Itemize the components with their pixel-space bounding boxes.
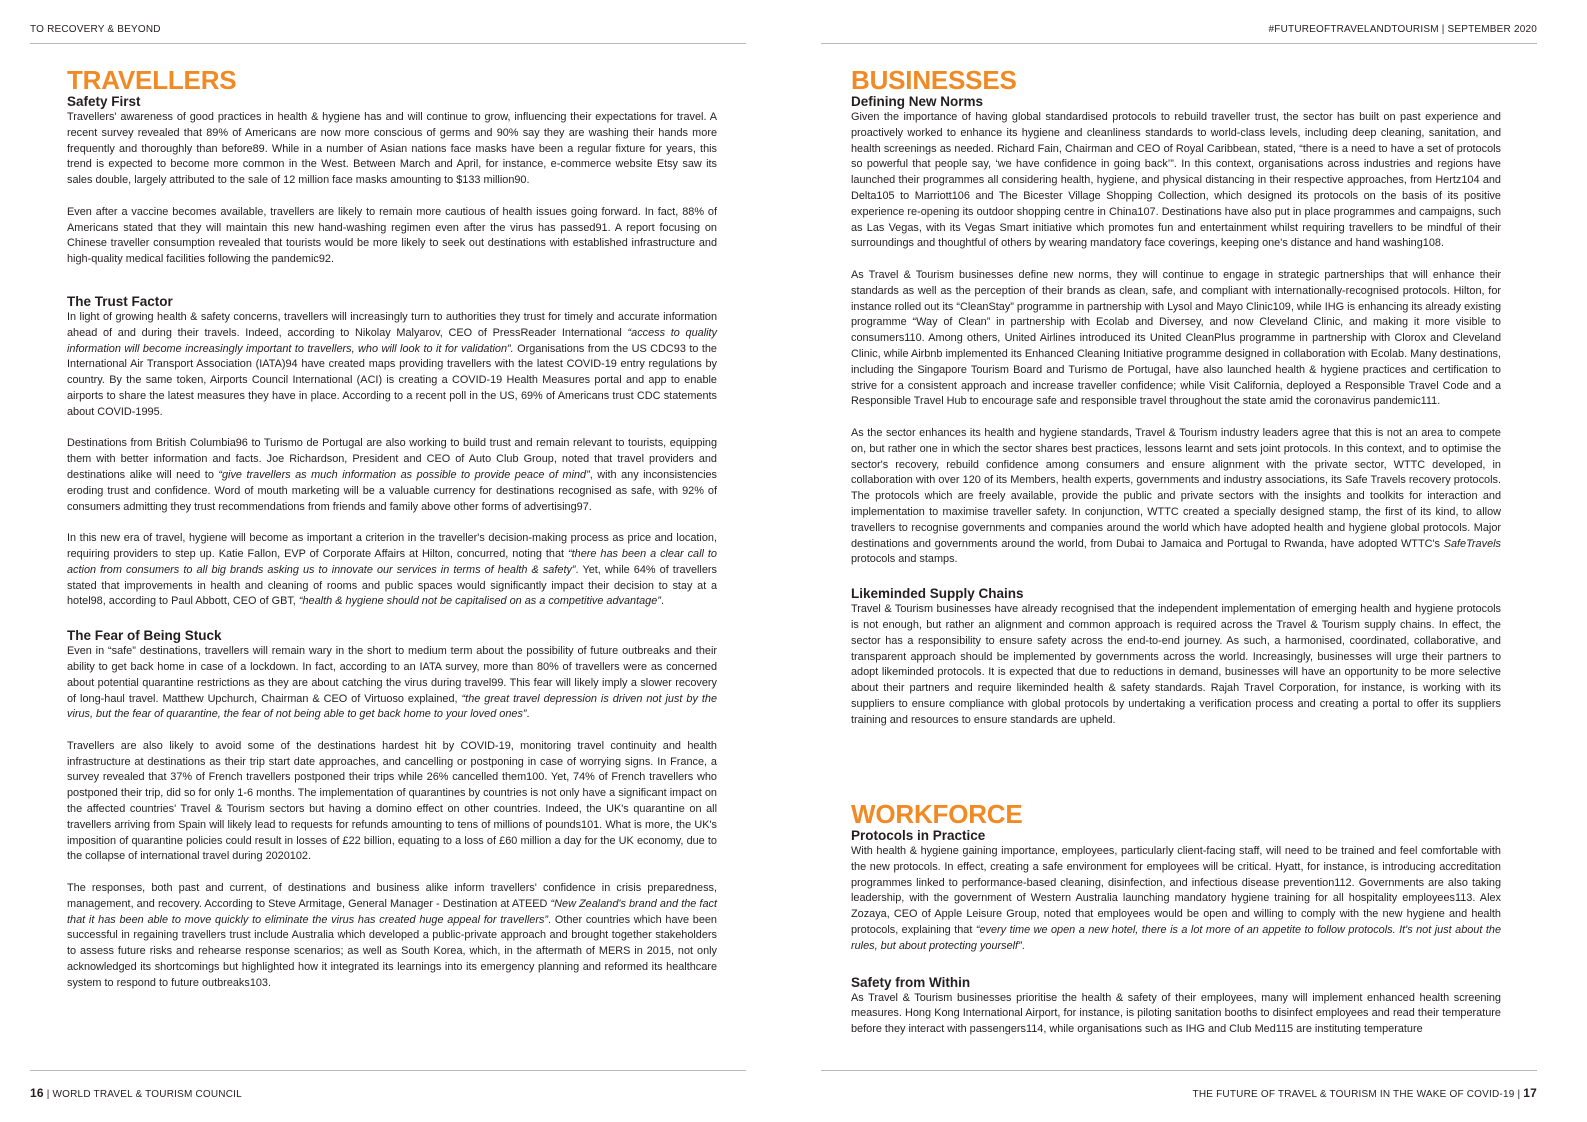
workforce-section [851,800,1501,1038]
travellers-section [67,66,717,992]
left-page [0,0,793,1122]
footer-rule-right [821,1070,1537,1071]
fear-p1: Even in “safe” destinations, travellers will remain wary in the short to medium term about the possibility of future outbreaks and their ability to get back home in case of a lockdown. In fact, according to an IATA survey, more than 80% of travellers were as concerned about potential quarantine restrictions as they are about catching the virus during travel99. This fear will likely imply a slower recovery of long-haul travel. Matthew Upchurch, Chairman & CEO of Virtuoso explained, “the great travel depression is driven not just by the virus, but the fear of quarantine, the fear of not being able to get back home to your loved ones”. [67,645,717,721]
businesses-title: BUSINESSES [851,65,1017,95]
fear-p3: The responses, both past and current, of destinations and business alike inform travellers' confidence in crisis preparedness, management, and recovery. According to Steve Armitage, General Manager - Destination at ATEED “New Zealand's brand and the fact that it has been able to move quickly to eliminate the virus has created huge appeal for travellers”. Other countries which have been successful in regaining travellers trust include Australia which developed a public-private approach and brought together stakeholders to assess future risks and rehearse response scenarios; as well as South Korea, which, in the aftermath of MERS in 2015, not only acknowledged its shortcomings but highlighted how it integrated its learnings into its emergency planning and reformed its healthcare system to respond to future outbreaks103. [67,882,717,989]
workforce-title: WORKFORCE [851,799,1023,829]
norms-p2: As Travel & Tourism businesses define new norms, they will continue to engage in strategic partnerships that will enhance their standards as well as the perception of their brands as clean, safe, and compliant with internationally-recognised protocols. Hilton, for instance rolled out its “CleanStay” programme in partnership with Lysol and Mayo Clinic109, while IHG is enhancing its already existing programme “Way of Clean” in partnership with Ecolab and Diversey, and now Cleveland Clinic, and making it more visible to consumers110. Among others, United Airlines introduced its United CleanPlus programme in partnership with Clorox and Cleveland Clinic, while Airbnb implemented its Enhanced Cleaning Initiative programme designed in collaboration with Ecolab. Many destinations, including the Singapore Tourism Board and Turismo de Portugal, have also launched health & hygiene practices and certification to strive for a consistent approach and increase traveller confidence; while Visit California, deployed a Responsible Travel Code and a Responsible Travel Hub to encourage safe and responsible travel throughout the state amid the coronavirus pandemic111. [851,268,1501,408]
protocols-p1: With health & hygiene gaining importance, employees, particularly client-facing staff, will need to be trained and feel comfortable with the new protocols. In effect, creating a safe environment for employees will be critical. Hyatt, for instance, is introducing accreditation programmes linked to performance-based cleaning, disinfection, and infectious disease prevention112. Governments are also taking leadership, with the government of Western Australia launching mandatory hygiene training for all hospitality employees113. Alex Zozaya, CEO of Apple Leisure Group, noted that employees would be open and willing to comply with the new hygiene and health protocols, explaining that “every time we open a new hotel, there is a lot more of an appetite to follow protocols. It's not just about the rules, but about protecting yourself”. [851,845,1501,952]
safety-first-p1: Travellers' awareness of good practices in health & hygiene has and will continue to grow, influencing their expectations for travel. A recent survey revealed that 89% of Americans are now more conscious of germs and 90% say they are washing their hands more frequently and thoroughly than before89. While in a number of Asian nations face masks have been a regular fixture for years, this trend is expected to become more common in the West. Between March and April, for instance, e-commerce website Etsy saw its sales double, largely attributed to the sale of 12 million face masks amounting to $133 million90. [67,111,717,187]
trust-factor-p2: Destinations from British Columbia96 to Turismo de Portugal are also working to build trust and remain relevant to tourists, equipping them with better information and facts. Joe Richardson, President and CEO of Auto Club Group, noted that travel providers and destinations alike will need to “give travellers as much information as possible to provide peace of mind”, with any inconsistencies eroding trust and confidence. Word of mouth marketing will be a valuable currency for destinations recognised as safe, with 92% of consumers admitting they trust recommendations from friends and family above other forms of advertising97. [67,437,717,513]
footer-right-text: THE FUTURE OF TRAVEL & TOURISM IN THE WAKE OF COVID-19 [1192,1089,1515,1100]
header-left: TO RECOVERY & BEYOND [30,24,161,35]
header-rule-right [821,43,1537,44]
trust-factor-heading: The Trust Factor [67,293,173,309]
page-number-left: 16 [30,1086,44,1100]
trust-factor-p1: In light of growing health & safety concerns, travellers will increasingly turn to authorities they trust for timely and accurate information ahead of and during their travels. Indeed, according to Nikolay Malyarov, CEO of PressReader International “access to quality information will become increasingly important to travellers, who will look to it for validation”. Organisations from the US CDC93 to the International Air Transport Association (IATA)94 have created maps providing travellers with the latest COVID-19 entry regulations by country. By the same token, Airports Council International (ACI) is creating a COVID-19 Health Measures portal and app to enable airports to share the latest measures they have in place. According to a recent poll in the US, 69% of Americans trust CDC statements about COVID-1995. [67,310,717,418]
right-page [793,0,1587,1122]
footer-rule-left [30,1070,746,1071]
protocols-heading: Protocols in Practice [851,828,986,843]
trust-factor-p3: In this new era of travel, hygiene will become as important a criterion in the traveller's decision-making process as price and location, requiring providers to step up. Katie Fallon, EVP of Corporate Affairs at Hilton, concurred, noting that “there has been a clear call to action from consumers to all big brands asking us to innovate our services in terms of health & safety”. Yet, while 64% of travellers stated that improvements in health and cleaning of rooms and public spaces would significantly impact their decision to stay at a hotel98, according to Paul Abbott, CEO of GBT, “health & hygiene should not be capitalised on as a competitive advantage”. [67,532,717,608]
within-p1: As Travel & Tourism businesses prioritise the health & safety of their employees, many will implement enhanced health screening measures. Hong Kong International Airport, for instance, is piloting sanitation booths to disinfect employees and read their temperature before they interact with passengers114, while organisations such as IHG and Club Med115 are instituting temperature [851,991,1501,1036]
fear-heading: The Fear of Being Stuck [67,628,222,644]
travellers-title: TRAVELLERS [67,65,237,95]
norms-heading: Defining New Norms [851,94,984,109]
fear-p2: Travellers are also likely to avoid some of the destinations hardest hit by COVID-19, monitoring travel continuity and health infrastructure at destinations as their trip start date approaches, and cancelling or postponing in case of worrying signs. In France, a survey revealed that 37% of French travellers postponed their trips while 26% cancelled them100. Yet, 74% of French travellers who postponed their trip, did so for only 1-6 months. The implementation of quarantines by countries is not only have a significant impact on the affected countries' Travel & Tourism sectors but having a domino effect on other countries. Indeed, the UK's quarantine on all travellers arriving from Spain will likely lead to requests for refunds amounting to tens of millions of pounds101. What is more, the UK's imposition of quarantine policies could result in losses of £22 billion, equating to a loss of £60 million a day for the UK economy, due to the collapse of international travel during 2020102. [67,739,717,863]
page-number-right: 17 [1523,1086,1537,1100]
norms-p1: Given the importance of having global standardised protocols to rebuild traveller trust, the sector has built on past experience and proactively worked to enhance its hygiene and cleanliness standards to world-class levels, including deep cleaning, sanitation, and health screenings as needed. Richard Fain, Chairman and CEO of Royal Caribbean, stated, “there is a need to have a set of protocols so powerful that people say, ‘we have confidence in going back’”. In this context, organisations across industries and regions have launched their programmes all considering health, hygiene, and physical distancing in their respective approaches, from Hertz104 and Delta105 to Marriott106 and The Bicester Village Shopping Collection, which designed its protocols on the basis of its positive experience re-opening its outdoor shopping centre in China107. Destinations have also put in place programmes and campaigns, such as Las Vegas, with its Vegas Smart initiative which promotes fun and entertainment whilst requiring travellers to be mindful of their surroundings and thoughtful of others by wearing mandatory face coverings, keeping one's distance and hand washing108. [851,111,1501,250]
supply-heading: Likeminded Supply Chains [851,586,1024,602]
norms-p3: As the sector enhances its health and hygiene standards, Travel & Tourism industry leaders agree that this is not an area to compete on, but rather one in which the sector shares best practices, lessons learnt and sets joint protocols. In this context, and to optimise the sector's recovery, rebuild confidence among consumers and ensure alignment with the private sector, WTTC developed, in collaboration with over 120 of its Members, health experts, governments and industry associations, its Safe Travels recovery protocols. The protocols which are freely available, provide the public and private sectors with the insights and toolkits for interaction and implementation to maximise traveller safety. In conjunction, WTTC created a specially designed stamp, the first of its kind, to allow travellers to recognise governments and companies around the world which have adopted health and hygiene global protocols. Major destinations and governments around the world, from Dubai to Jamaica and Portugal to Rwanda, have adopted WTTC's SafeTravels protocols and stamps. [851,426,1501,566]
within-heading: Safety from Within [851,974,971,990]
footer-left: 16 | WORLD TRAVEL & TOURISM COUNCIL [30,1086,242,1100]
header-right: #FUTUREOFTRAVELANDTOURISM | SEPTEMBER 2020 [1268,24,1537,35]
footer-left-text: WORLD TRAVEL & TOURISM COUNCIL [52,1089,242,1100]
safety-first-p2: Even after a vaccine becomes available, travellers are likely to remain more cautious of health issues going forward. In fact, 88% of Americans stated that they will maintain this new hand-washing regimen even after the virus has passed91. A report focusing on Chinese traveller consumption revealed that tourists would be more likely to seek out destinations with established infrastructure and high-quality medical facilities following the pandemic92. [67,205,717,266]
businesses-section [851,66,1501,728]
safety-first-heading: Safety First [67,94,141,109]
footer-right: THE FUTURE OF TRAVEL & TOURISM IN THE WAKE OF COVID-19 | 17 [1192,1086,1537,1100]
header-rule-left [30,43,746,44]
supply-p1: Travel & Tourism businesses have already recognised that the independent implementation of emerging health and hygiene protocols is not enough, but rather an alignment and common approach is required across the Travel & Tourism supply chains. In effect, the sector has a responsibility to ensure safety across the end-to-end journey. As such, a harmonised, coordinated, collaborative, and transparent approach should be implemented by governments across the world. Increasingly, businesses will urge their partners to adopt likeminded protocols. It is expected that due to reductions in demand, businesses will have an opportunity to be more selective about their partners and require likeminded health & safety standards. Rajah Travel Corporation, for instance, is working with its suppliers to ensure compliance with global protocols by undertaking a verification process and creating a portal to offer its suppliers training and resources to ensure standards are upheld. [851,603,1501,726]
